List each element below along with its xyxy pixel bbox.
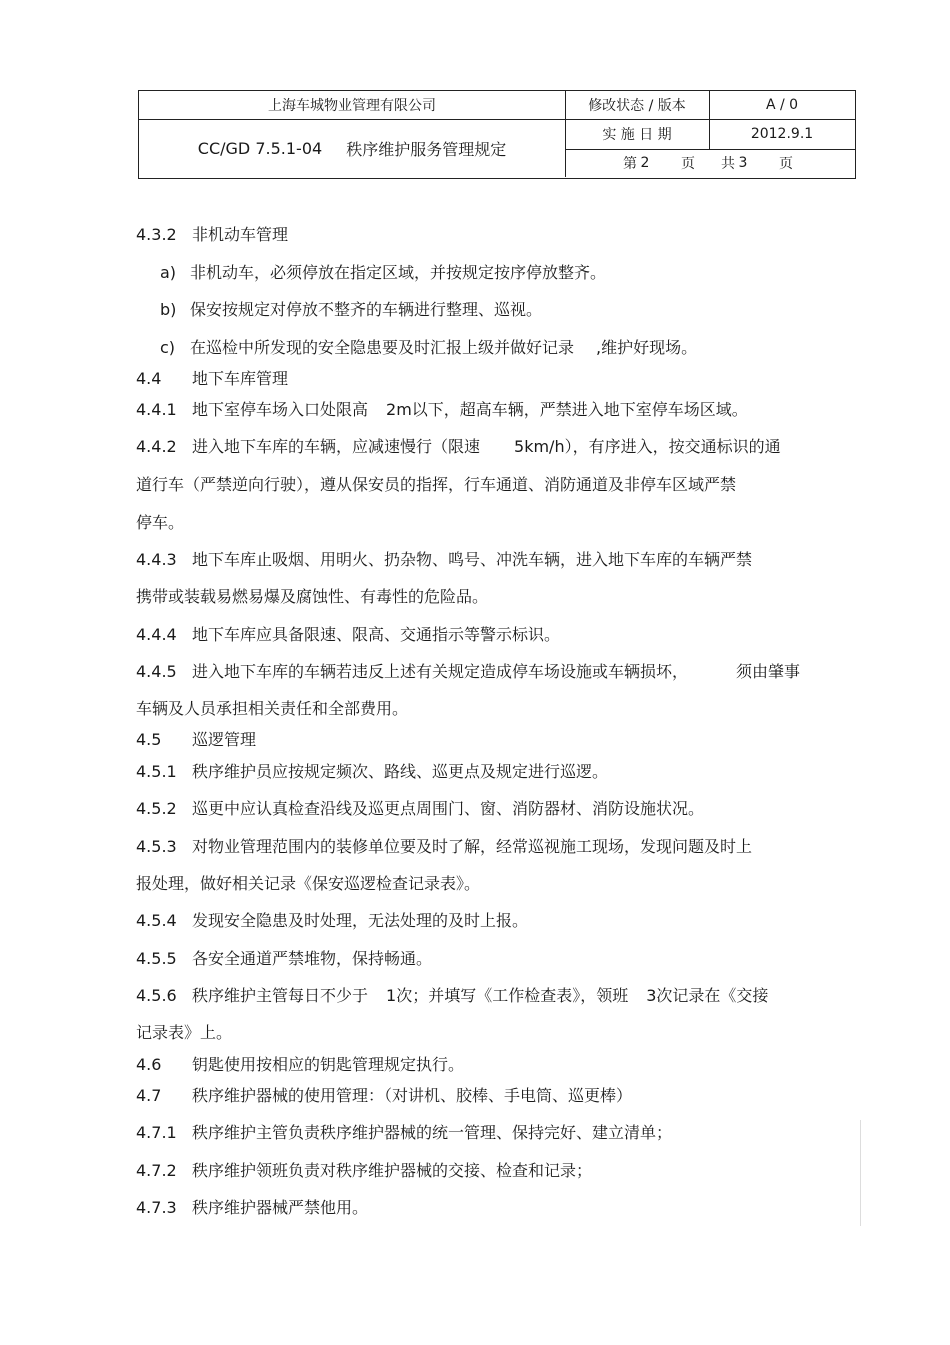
item-text: 保安按规定对停放不整齐的车辆进行整理、巡视。 bbox=[190, 300, 543, 319]
document-title: 秩序维护服务管理规定 bbox=[346, 139, 507, 159]
section-text: 秩序维护器械的使用管理：（对讲机、胶棒、手电筒、巡更棒） bbox=[192, 1086, 633, 1105]
clause bbox=[136, 799, 704, 819]
clause-text: 各安全通道严禁堆物，保持畅通。 bbox=[192, 949, 433, 968]
list-item bbox=[136, 338, 697, 358]
clause-text: 秩序维护主管每日不少于 bbox=[192, 986, 369, 1005]
clause-text: 进入地下车库的车辆若违反上述有关规定造成停车场设施或车辆损坏， bbox=[192, 662, 689, 681]
page-total: 3 bbox=[738, 155, 748, 171]
section-text: 巡逻管理 bbox=[192, 730, 257, 749]
section-heading bbox=[136, 730, 256, 750]
page-current: 2 bbox=[640, 155, 650, 171]
clause bbox=[136, 1123, 672, 1143]
clause bbox=[136, 986, 768, 1006]
section-heading bbox=[136, 1055, 464, 1075]
item-marker: a) bbox=[160, 263, 177, 282]
clause-number: 4.7.1 bbox=[136, 1123, 177, 1142]
clause-continuation: 记录表》上。 bbox=[136, 1023, 233, 1042]
clause-number: 4.4.2 bbox=[136, 437, 177, 456]
section-heading bbox=[136, 1086, 632, 1106]
clause-number: 4.5.5 bbox=[136, 949, 177, 968]
clause-text: 地下车库应具备限速、限高、交通指示等警示标识。 bbox=[192, 625, 561, 644]
list-item bbox=[136, 263, 606, 283]
item-marker: c) bbox=[160, 338, 176, 357]
page-label: 共 bbox=[721, 156, 735, 172]
clause-number: 4.4.3 bbox=[136, 550, 177, 569]
date-value: 2012.9.1 bbox=[750, 126, 814, 142]
clause-number: 4.5.3 bbox=[136, 837, 177, 856]
status-value: A / 0 bbox=[765, 97, 799, 113]
clause-number: 4.5.4 bbox=[136, 911, 177, 930]
section-number: 4.4 bbox=[136, 369, 162, 388]
clause bbox=[136, 949, 432, 969]
clause bbox=[136, 1198, 368, 1218]
margin-rule bbox=[860, 1120, 861, 1226]
clause-number: 4.5.2 bbox=[136, 799, 177, 818]
clause bbox=[136, 762, 608, 782]
clause bbox=[136, 662, 800, 682]
document-code: CC/GD 7.5.1-04 bbox=[197, 138, 323, 158]
page-info bbox=[565, 149, 855, 177]
clause bbox=[136, 1161, 592, 1181]
clause-text: 地下车库止吸烟、用明火、扔杂物、鸣号、冲洗车辆，进入地下车库的车辆严禁 bbox=[192, 550, 753, 569]
section-heading bbox=[136, 369, 288, 389]
document-header-table bbox=[138, 90, 856, 179]
date-label: 实 施 日 期 bbox=[602, 127, 672, 143]
section-text: 非机动车管理 bbox=[192, 225, 289, 244]
page-label: 页 bbox=[681, 156, 695, 172]
section-number: 4.6 bbox=[136, 1055, 162, 1074]
clause-text: 发现安全隐患及时处理，无法处理的及时上报。 bbox=[192, 911, 529, 930]
clause-number: 4.4.5 bbox=[136, 662, 177, 681]
clause-number: 4.5.6 bbox=[136, 986, 177, 1005]
clause-text: 须由肇事 bbox=[736, 662, 801, 681]
clause-continuation: 车辆及人员承担相关责任和全部费用。 bbox=[136, 699, 409, 718]
section-heading bbox=[136, 225, 288, 245]
item-text: 在巡检中所发现的安全隐患要及时汇报上级并做好记录 bbox=[190, 338, 575, 357]
item-marker: b) bbox=[160, 300, 177, 319]
clause-number: 4.4.1 bbox=[136, 400, 177, 419]
clause-continuation: 携带或装载易燃易爆及腐蚀性、有毒性的危险品。 bbox=[136, 587, 489, 606]
page-label: 第 bbox=[623, 156, 637, 172]
item-text: ,维护好现场。 bbox=[596, 338, 698, 357]
clause-number: 4.5.1 bbox=[136, 762, 177, 781]
clause-text: 秩序维护领班负责对秩序维护器械的交接、检查和记录； bbox=[192, 1161, 593, 1180]
clause-number: 4.4.4 bbox=[136, 625, 177, 644]
clause-text: 巡更中应认真检查沿线及巡更点周围门、窗、消防器材、消防设施状况。 bbox=[192, 799, 705, 818]
section-number: 4.7 bbox=[136, 1086, 162, 1105]
clause-text: 1次；并填写《工作检查表》，领班 bbox=[386, 986, 629, 1005]
section-text: 钥匙使用按相应的钥匙管理规定执行。 bbox=[192, 1055, 465, 1074]
company-name: 上海车城物业管理有限公司 bbox=[268, 98, 436, 114]
status-label: 修改状态 / 版本 bbox=[588, 98, 686, 114]
clause bbox=[136, 437, 781, 457]
item-text: 非机动车，必须停放在指定区域，并按规定按序停放整齐。 bbox=[190, 263, 607, 282]
clause-text: 2m以下，超高车辆，严禁进入地下室停车场区域。 bbox=[386, 400, 748, 419]
page-label: 页 bbox=[779, 156, 793, 172]
clause-number: 4.7.3 bbox=[136, 1198, 177, 1217]
clause-text: 秩序维护主管负责秩序维护器械的统一管理、保持完好、建立清单； bbox=[192, 1123, 673, 1142]
clause-text: 进入地下车库的车辆，应减速慢行（限速 bbox=[192, 437, 481, 456]
clause-text: 秩序维护员应按规定频次、路线、巡更点及规定进行巡逻。 bbox=[192, 762, 609, 781]
clause bbox=[136, 625, 560, 645]
section-number: 4.5 bbox=[136, 730, 162, 749]
clause-text: 地下室停车场入口处限高 bbox=[192, 400, 369, 419]
section-text: 地下车库管理 bbox=[192, 369, 289, 388]
clause bbox=[136, 400, 748, 420]
clause bbox=[136, 911, 528, 931]
clause-text: 3次记录在《交接 bbox=[646, 986, 769, 1005]
clause-number: 4.7.2 bbox=[136, 1161, 177, 1180]
section-number: 4.3.2 bbox=[136, 225, 177, 244]
clause-continuation: 道行车（严禁逆向行驶），遵从保安员的指挥，行车通道、消防通道及非停车区域严禁 bbox=[136, 475, 737, 494]
clause-continuation: 报处理，做好相关记录《保安巡逻检查记录表》。 bbox=[136, 874, 481, 893]
clause-text: 对物业管理范围内的装修单位要及时了解，经常巡视施工现场，发现问题及时上 bbox=[192, 837, 753, 856]
document-title-cell bbox=[139, 119, 565, 177]
clause-continuation: 停车。 bbox=[136, 513, 185, 532]
clause-text: 5km/h），有序进入，按交通标识的通 bbox=[514, 437, 781, 456]
clause bbox=[136, 837, 752, 857]
clause bbox=[136, 550, 752, 570]
list-item bbox=[136, 300, 542, 320]
clause-text: 秩序维护器械严禁他用。 bbox=[192, 1198, 369, 1217]
